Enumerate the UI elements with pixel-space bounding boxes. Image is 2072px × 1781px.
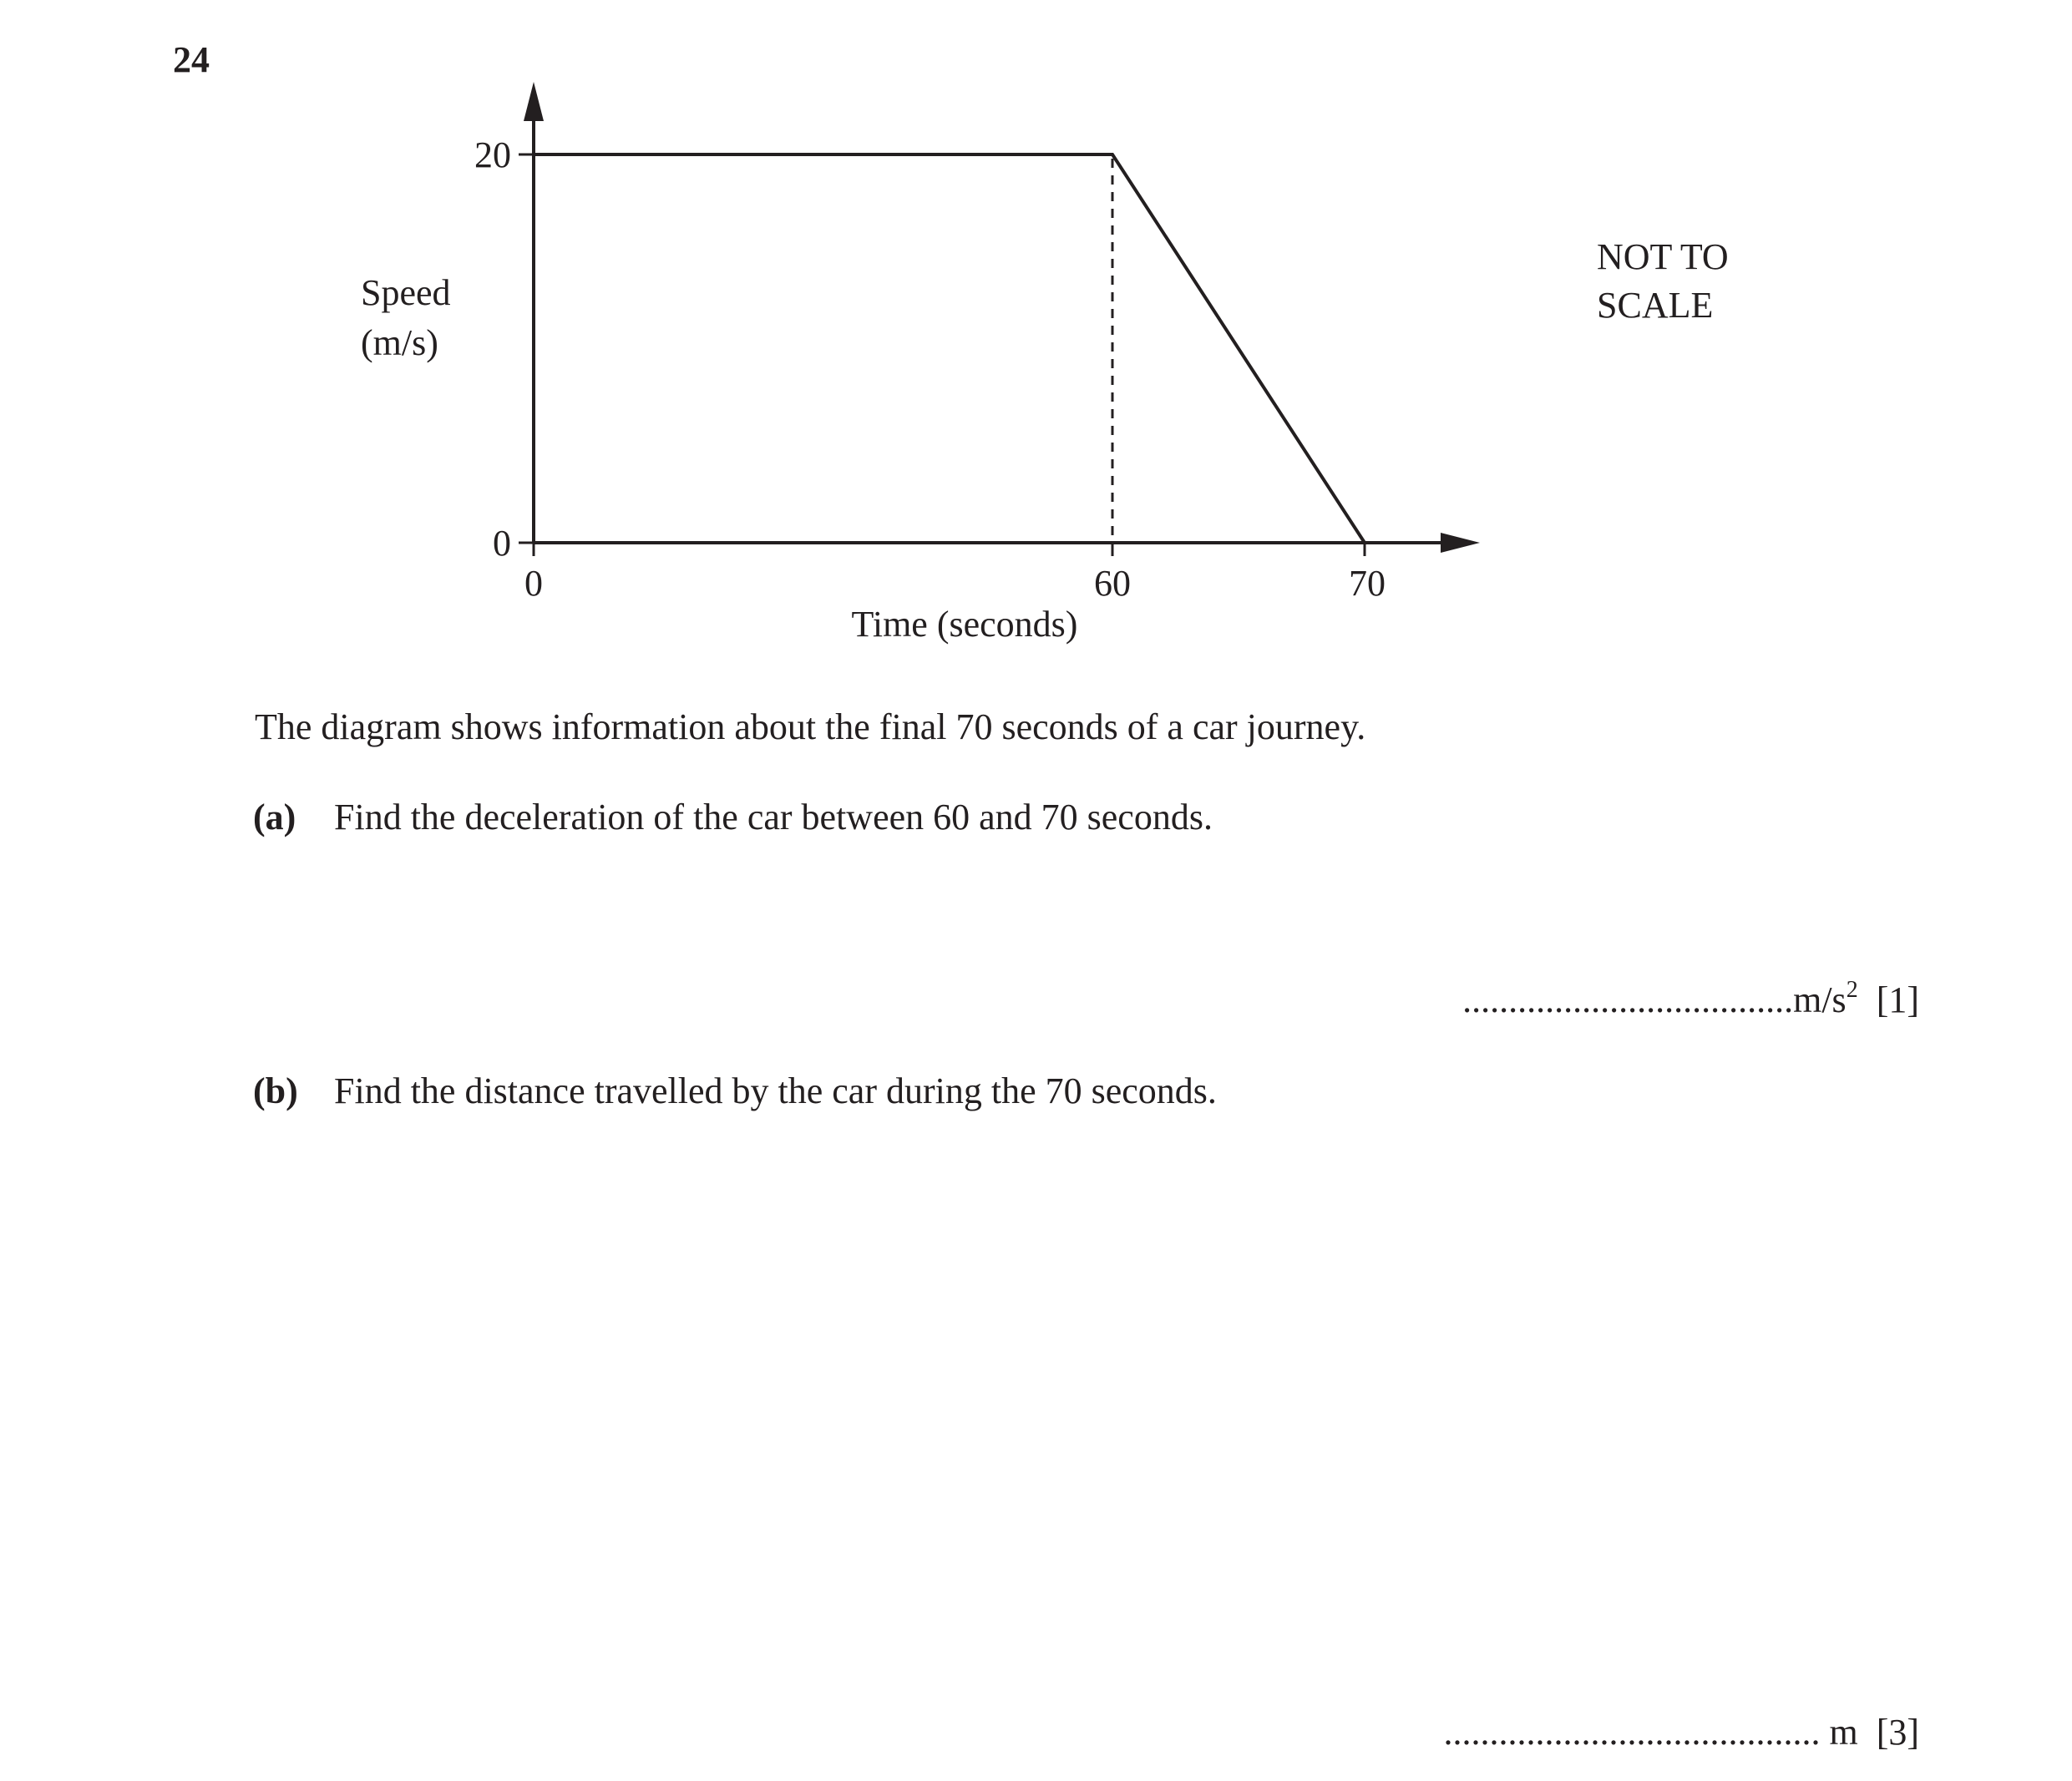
intro-text: The diagram shows information about the final 70 seconds of a car journey. — [255, 706, 1366, 747]
x-tick-label-0: 0 — [524, 563, 543, 604]
y-tick-label-20: 20 — [474, 134, 511, 175]
x-axis-label: Time (seconds) — [851, 604, 1078, 645]
part-b-answer-dots[interactable]: ......................................... — [1443, 1712, 1821, 1753]
y-axis-label-line1: Speed — [361, 272, 451, 313]
speed-line — [534, 154, 1365, 543]
question-number: 24 — [173, 39, 210, 80]
part-a-answer-line — [1462, 979, 1919, 1021]
x-axis-arrow-icon — [1441, 533, 1480, 553]
part-b-marks: [3] — [1876, 1712, 1919, 1753]
y-tick-label-0: 0 — [493, 523, 511, 564]
part-a-unit-sup: 2 — [1846, 977, 1858, 1003]
not-to-scale-line1: NOT TO — [1597, 236, 1729, 277]
part-b-unit: m — [1829, 1712, 1858, 1753]
part-a-unit: m/s — [1793, 979, 1847, 1020]
x-tick-label-60: 60 — [1094, 563, 1131, 604]
part-a-answer-dots[interactable]: .................................... — [1462, 979, 1794, 1020]
part-a-question: Find the deceleration of the car between 60 and 70 seconds. — [334, 797, 1213, 837]
part-b-question: Find the distance travelled by the car during the 70 seconds. — [334, 1070, 1217, 1111]
part-b-label: (b) — [253, 1070, 298, 1111]
part-a-label: (a) — [253, 797, 296, 837]
x-tick-label-70: 70 — [1349, 563, 1386, 604]
part-b-answer-line — [1443, 1711, 1919, 1753]
speed-time-graph — [0, 0, 2072, 668]
not-to-scale-line2: SCALE — [1597, 285, 1714, 326]
y-axis-label-line2: (m/s) — [361, 322, 438, 363]
part-a-marks: [1] — [1876, 979, 1919, 1020]
y-axis-arrow-icon — [524, 82, 544, 121]
